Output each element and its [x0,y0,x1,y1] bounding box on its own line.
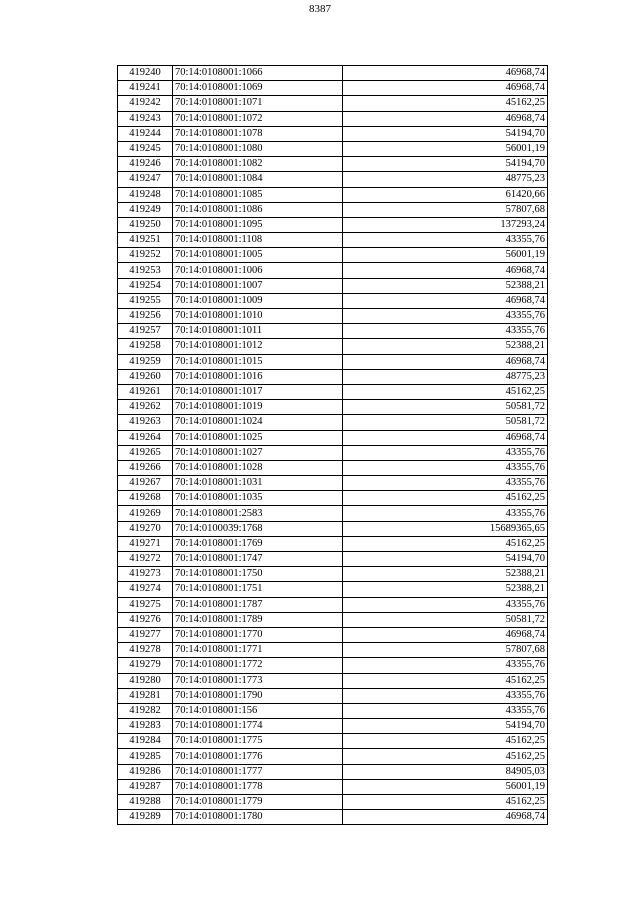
value-cell: 48775,23 [343,172,548,187]
table-row [118,354,548,369]
value-cell: 52388,21 [343,567,548,582]
table-row [118,749,548,764]
cadastral-number-cell: 70:14:0108001:1009 [173,293,343,308]
value-cell: 43355,76 [343,658,548,673]
table-row [118,66,548,81]
value-cell: 43355,76 [343,233,548,248]
row-number-cell: 419281 [118,688,173,703]
value-cell: 43355,76 [343,445,548,460]
cadastral-number-cell: 70:14:0108001:1086 [173,202,343,217]
row-number-cell: 419266 [118,460,173,475]
row-number-cell: 419241 [118,81,173,96]
table-row [118,567,548,582]
row-number-cell: 419274 [118,582,173,597]
row-number-cell: 419285 [118,749,173,764]
table-row [118,263,548,278]
value-cell: 45162,25 [343,749,548,764]
table-row [118,157,548,172]
table-row [118,415,548,430]
value-cell: 54194,70 [343,126,548,141]
row-number-cell: 419267 [118,476,173,491]
table-row [118,476,548,491]
row-number-cell: 419288 [118,795,173,810]
table-row [118,703,548,718]
cadastral-number-cell: 70:14:0108001:1775 [173,734,343,749]
row-number-cell: 419264 [118,430,173,445]
row-number-cell: 419249 [118,202,173,217]
cadastral-number-cell: 70:14:0108001:1771 [173,643,343,658]
value-cell: 15689365,65 [343,521,548,536]
page-number: 8387 [309,3,331,15]
cadastral-number-cell: 70:14:0108001:1747 [173,552,343,567]
cadastral-number-cell: 70:14:0108001:1776 [173,749,343,764]
table-row [118,779,548,794]
cadastral-number-cell: 70:14:0108001:1787 [173,597,343,612]
table-row [118,552,548,567]
row-number-cell: 419248 [118,187,173,202]
table-row [118,673,548,688]
value-cell: 54194,70 [343,157,548,172]
cadastral-number-cell: 70:14:0108001:1028 [173,460,343,475]
row-number-cell: 419262 [118,400,173,415]
row-number-cell: 419253 [118,263,173,278]
row-number-cell: 419282 [118,703,173,718]
row-number-cell: 419287 [118,779,173,794]
value-cell: 45162,25 [343,734,548,749]
value-cell: 45162,25 [343,96,548,111]
table-row [118,111,548,126]
table-row [118,400,548,415]
cadastral-number-cell: 70:14:0108001:1084 [173,172,343,187]
row-number-cell: 419272 [118,552,173,567]
cadastral-number-cell: 70:14:0108001:1031 [173,476,343,491]
table-row [118,445,548,460]
registry-table-body [118,66,548,825]
value-cell: 46968,74 [343,430,548,445]
row-number-cell: 419254 [118,278,173,293]
table-row [118,491,548,506]
table-row [118,810,548,825]
table-row [118,172,548,187]
table-row [118,248,548,263]
value-cell: 43355,76 [343,506,548,521]
value-cell: 50581,72 [343,400,548,415]
table-row [118,278,548,293]
cadastral-number-cell: 70:14:0108001:1085 [173,187,343,202]
table-row [118,324,548,339]
cadastral-number-cell: 70:14:0108001:1078 [173,126,343,141]
value-cell: 48775,23 [343,369,548,384]
row-number-cell: 419280 [118,673,173,688]
row-number-cell: 419252 [118,248,173,263]
cadastral-number-cell: 70:14:0108001:1006 [173,263,343,278]
value-cell: 56001,19 [343,248,548,263]
table-row [118,719,548,734]
cadastral-number-cell: 70:14:0108001:1072 [173,111,343,126]
row-number-cell: 419247 [118,172,173,187]
row-number-cell: 419276 [118,612,173,627]
row-number-cell: 419265 [118,445,173,460]
value-cell: 45162,25 [343,491,548,506]
table-row [118,597,548,612]
cadastral-number-cell: 70:14:0108001:1015 [173,354,343,369]
row-number-cell: 419255 [118,293,173,308]
value-cell: 137293,24 [343,217,548,232]
row-number-cell: 419246 [118,157,173,172]
row-number-cell: 419243 [118,111,173,126]
cadastral-number-cell: 70:14:0108001:1789 [173,612,343,627]
value-cell: 57807,68 [343,202,548,217]
table-row [118,141,548,156]
cadastral-number-cell: 70:14:0108001:1770 [173,627,343,642]
table-row [118,734,548,749]
row-number-cell: 419250 [118,217,173,232]
cadastral-number-cell: 70:14:0108001:1027 [173,445,343,460]
table-row [118,217,548,232]
table-row [118,293,548,308]
value-cell: 46968,74 [343,81,548,96]
cadastral-number-cell: 70:14:0108001:1108 [173,233,343,248]
value-cell: 43355,76 [343,688,548,703]
row-number-cell: 419245 [118,141,173,156]
row-number-cell: 419244 [118,126,173,141]
value-cell: 46968,74 [343,293,548,308]
cadastral-number-cell: 70:14:0108001:156 [173,703,343,718]
cadastral-number-cell: 70:14:0108001:1017 [173,384,343,399]
row-number-cell: 419270 [118,521,173,536]
cadastral-number-cell: 70:14:0108001:1772 [173,658,343,673]
cadastral-number-cell: 70:14:0108001:1080 [173,141,343,156]
row-number-cell: 419283 [118,719,173,734]
cadastral-number-cell: 70:14:0108001:1071 [173,96,343,111]
value-cell: 43355,76 [343,476,548,491]
cadastral-number-cell: 70:14:0108001:1082 [173,157,343,172]
row-number-cell: 419289 [118,810,173,825]
table-row [118,96,548,111]
row-number-cell: 419269 [118,506,173,521]
table-row [118,764,548,779]
value-cell: 61420,66 [343,187,548,202]
row-number-cell: 419277 [118,627,173,642]
row-number-cell: 419261 [118,384,173,399]
value-cell: 43355,76 [343,324,548,339]
table-row [118,521,548,536]
cadastral-number-cell: 70:14:0108001:1024 [173,415,343,430]
value-cell: 43355,76 [343,309,548,324]
row-number-cell: 419275 [118,597,173,612]
table-row [118,339,548,354]
value-cell: 46968,74 [343,263,548,278]
table-row [118,126,548,141]
row-number-cell: 419258 [118,339,173,354]
cadastral-number-cell: 70:14:0108001:1012 [173,339,343,354]
table-row [118,430,548,445]
table-row [118,81,548,96]
value-cell: 54194,70 [343,552,548,567]
value-cell: 45162,25 [343,673,548,688]
cadastral-number-cell: 70:14:0108001:1066 [173,66,343,81]
value-cell: 56001,19 [343,141,548,156]
cadastral-number-cell: 70:14:0108001:1069 [173,81,343,96]
row-number-cell: 419284 [118,734,173,749]
value-cell: 52388,21 [343,582,548,597]
registry-table [117,65,548,825]
row-number-cell: 419259 [118,354,173,369]
value-cell: 43355,76 [343,597,548,612]
row-number-cell: 419279 [118,658,173,673]
value-cell: 46968,74 [343,627,548,642]
value-cell: 46968,74 [343,354,548,369]
cadastral-number-cell: 70:14:0108001:1778 [173,779,343,794]
cadastral-number-cell: 70:14:0108001:1016 [173,369,343,384]
value-cell: 84905,03 [343,764,548,779]
value-cell: 52388,21 [343,339,548,354]
table-row [118,582,548,597]
cadastral-number-cell: 70:14:0108001:1095 [173,217,343,232]
cadastral-number-cell: 70:14:0108001:1025 [173,430,343,445]
row-number-cell: 419273 [118,567,173,582]
value-cell: 50581,72 [343,612,548,627]
cadastral-number-cell: 70:14:0108001:1790 [173,688,343,703]
row-number-cell: 419251 [118,233,173,248]
value-cell: 43355,76 [343,703,548,718]
table-row [118,309,548,324]
value-cell: 46968,74 [343,810,548,825]
cadastral-number-cell: 70:14:0100039:1768 [173,521,343,536]
row-number-cell: 419263 [118,415,173,430]
value-cell: 57807,68 [343,643,548,658]
value-cell: 46968,74 [343,111,548,126]
table-row [118,384,548,399]
table-row [118,233,548,248]
cadastral-number-cell: 70:14:0108001:1005 [173,248,343,263]
cadastral-number-cell: 70:14:0108001:1769 [173,536,343,551]
table-row [118,643,548,658]
cadastral-number-cell: 70:14:0108001:1780 [173,810,343,825]
cadastral-number-cell: 70:14:0108001:1773 [173,673,343,688]
table-row [118,187,548,202]
row-number-cell: 419260 [118,369,173,384]
row-number-cell: 419286 [118,764,173,779]
value-cell: 54194,70 [343,719,548,734]
row-number-cell: 419257 [118,324,173,339]
cadastral-number-cell: 70:14:0108001:1010 [173,309,343,324]
value-cell: 56001,19 [343,779,548,794]
cadastral-number-cell: 70:14:0108001:1019 [173,400,343,415]
cadastral-number-cell: 70:14:0108001:1011 [173,324,343,339]
cadastral-number-cell: 70:14:0108001:1774 [173,719,343,734]
table-row [118,612,548,627]
value-cell: 45162,25 [343,536,548,551]
value-cell: 52388,21 [343,278,548,293]
cadastral-number-cell: 70:14:0108001:1035 [173,491,343,506]
value-cell: 46968,74 [343,66,548,81]
row-number-cell: 419278 [118,643,173,658]
table-row [118,369,548,384]
cadastral-number-cell: 70:14:0108001:1779 [173,795,343,810]
value-cell: 50581,72 [343,415,548,430]
table-row [118,795,548,810]
table-row [118,688,548,703]
row-number-cell: 419271 [118,536,173,551]
value-cell: 43355,76 [343,460,548,475]
table-row [118,202,548,217]
table-row [118,627,548,642]
row-number-cell: 419256 [118,309,173,324]
table-row [118,658,548,673]
cadastral-number-cell: 70:14:0108001:2583 [173,506,343,521]
row-number-cell: 419242 [118,96,173,111]
table-row [118,460,548,475]
row-number-cell: 419268 [118,491,173,506]
cadastral-number-cell: 70:14:0108001:1007 [173,278,343,293]
row-number-cell: 419240 [118,66,173,81]
value-cell: 45162,25 [343,795,548,810]
value-cell: 45162,25 [343,384,548,399]
cadastral-number-cell: 70:14:0108001:1750 [173,567,343,582]
table-row [118,506,548,521]
cadastral-number-cell: 70:14:0108001:1751 [173,582,343,597]
table-row [118,536,548,551]
cadastral-number-cell: 70:14:0108001:1777 [173,764,343,779]
